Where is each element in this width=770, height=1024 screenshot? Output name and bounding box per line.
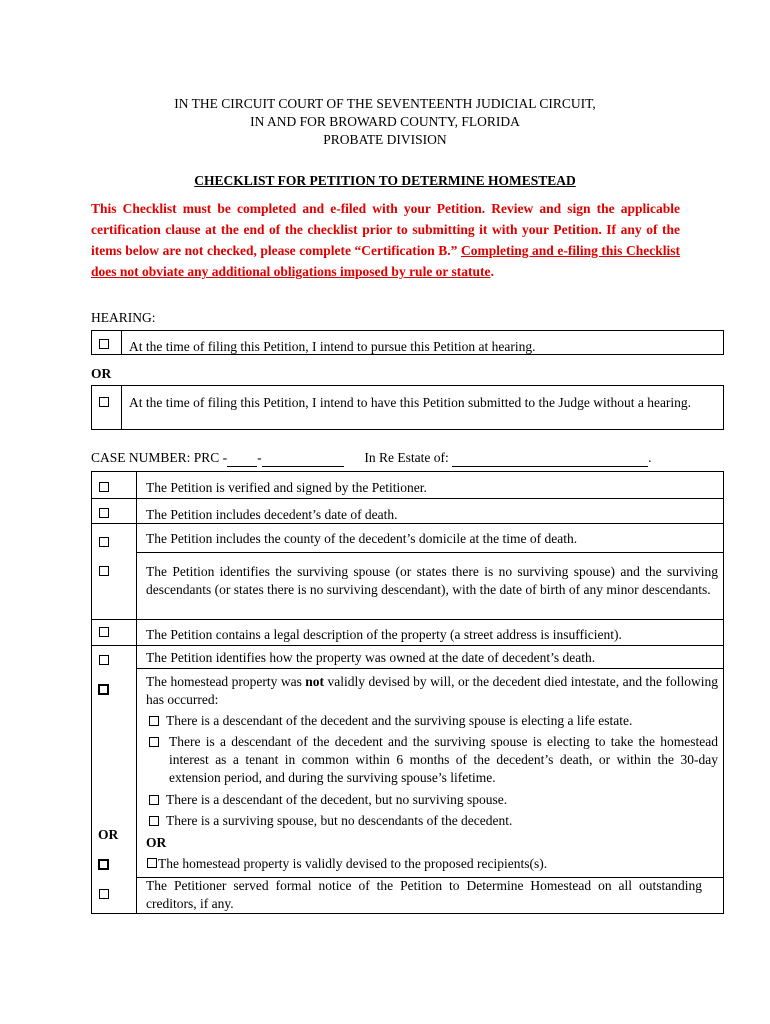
hearing-option2-text: At the time of filing this Petition, I intend to have this Petition submitted to the Judge without a hearing.	[129, 395, 692, 410]
item1-checkbox[interactable]	[99, 482, 109, 492]
court-division: PROBATE DIVISION	[323, 132, 447, 147]
case-number-line	[91, 449, 731, 467]
item2-text: The Petition includes decedent’s date of death.	[146, 507, 398, 522]
instructions-obligations: Completing and e-filing this Checklist does not obviate any additional obligations imposed by rule or statute	[91, 243, 680, 279]
item9-text: The Petitioner served formal notice of the Petition to Determine Homestead on all outstanding creditors, if any.	[146, 878, 702, 911]
instructions	[91, 198, 680, 282]
case-number-blank[interactable]	[262, 466, 344, 467]
or-right-label: OR	[146, 835, 167, 850]
sub4-checkbox[interactable]	[149, 816, 159, 826]
estate-end: .	[648, 450, 652, 465]
hearing-label: HEARING:	[91, 310, 156, 325]
item8-text: The homestead property is validly devised to the proposed recipients(s).	[158, 856, 548, 871]
document-title: CHECKLIST FOR PETITION TO DETERMINE HOMESTEAD	[194, 173, 576, 188]
case-number-sep: -	[257, 450, 262, 465]
sub4-text: There is a surviving spouse, but no descendants of the decedent.	[166, 813, 513, 828]
estate-name-blank[interactable]	[452, 466, 648, 467]
sub2-text: There is a descendant of the decedent and the surviving spouse is electing to take the homestead interest as a tenant in common within 6 months of the decedent’s death, or within the 30-day extension period, and during the surviving spouse’s lifetime.	[169, 734, 718, 785]
item7-checkbox[interactable]	[98, 684, 109, 695]
sub3-text: There is a descendant of the decedent, but no surviving spouse.	[166, 792, 508, 807]
court-name-line1: IN THE CIRCUIT COURT OF THE SEVENTEENTH JUDICIAL CIRCUIT,	[174, 96, 596, 111]
case-year-blank[interactable]	[227, 466, 257, 467]
hearing-option1-checkbox[interactable]	[99, 339, 109, 349]
item3-text: The Petition includes the county of the decedent’s domicile at the time of death.	[146, 531, 578, 546]
item6-text: The Petition identifies how the property was owned at the date of decedent’s death.	[146, 650, 596, 665]
item6-checkbox[interactable]	[99, 655, 109, 665]
item5-text: The Petition contains a legal description of the property (a street address is insufficient).	[146, 627, 622, 642]
item7-text-bold: not	[305, 674, 325, 689]
sub3-checkbox[interactable]	[149, 795, 159, 805]
sub1-checkbox[interactable]	[149, 716, 159, 726]
item5-checkbox[interactable]	[99, 627, 109, 637]
instructions-text: This Checklist must be completed and e-filed with your Petition. Review and sign the applicable certification clause at the end of the checklist prior to submitting it with your Petition. If any of the items below are not checked, please complete “Certification B.”	[91, 201, 680, 258]
court-name-line2: IN AND FOR BROWARD COUNTY, FLORIDA	[250, 114, 520, 129]
item9-checkbox[interactable]	[99, 889, 109, 899]
case-number-label: CASE NUMBER: PRC -	[91, 450, 228, 465]
item3-checkbox[interactable]	[99, 537, 109, 547]
instructions-period: .	[490, 264, 494, 279]
or-left-label: OR	[98, 827, 119, 842]
item2-checkbox[interactable]	[99, 508, 109, 518]
estate-label: In Re Estate of:	[364, 450, 449, 465]
item7-text	[146, 673, 718, 709]
item4-text: The Petition identifies the surviving spouse (or states there is no surviving spouse) and the surviving descendants (or states there is no surviving descendant), with the date of birth of any minor descendants.	[146, 564, 718, 597]
hearing-or-label: OR	[91, 366, 112, 381]
hearing-option1-text: At the time of filing this Petition, I intend to pursue this Petition at hearing.	[129, 339, 536, 354]
item7-text-post: validly devised by will, or the decedent died intestate, and the following has occurred:	[146, 674, 718, 707]
item8-inline-checkbox[interactable]	[147, 858, 157, 868]
sub2-checkbox[interactable]	[149, 737, 159, 747]
hearing-option2-checkbox[interactable]	[99, 397, 109, 407]
item4-checkbox[interactable]	[99, 566, 109, 576]
item7-text-pre: The homestead property was	[146, 674, 306, 689]
item8-checkbox[interactable]	[98, 859, 109, 870]
item1-text: The Petition is verified and signed by the Petitioner.	[146, 480, 427, 495]
sub1-text: There is a descendant of the decedent and the surviving spouse is electing a life estate.	[166, 713, 633, 728]
